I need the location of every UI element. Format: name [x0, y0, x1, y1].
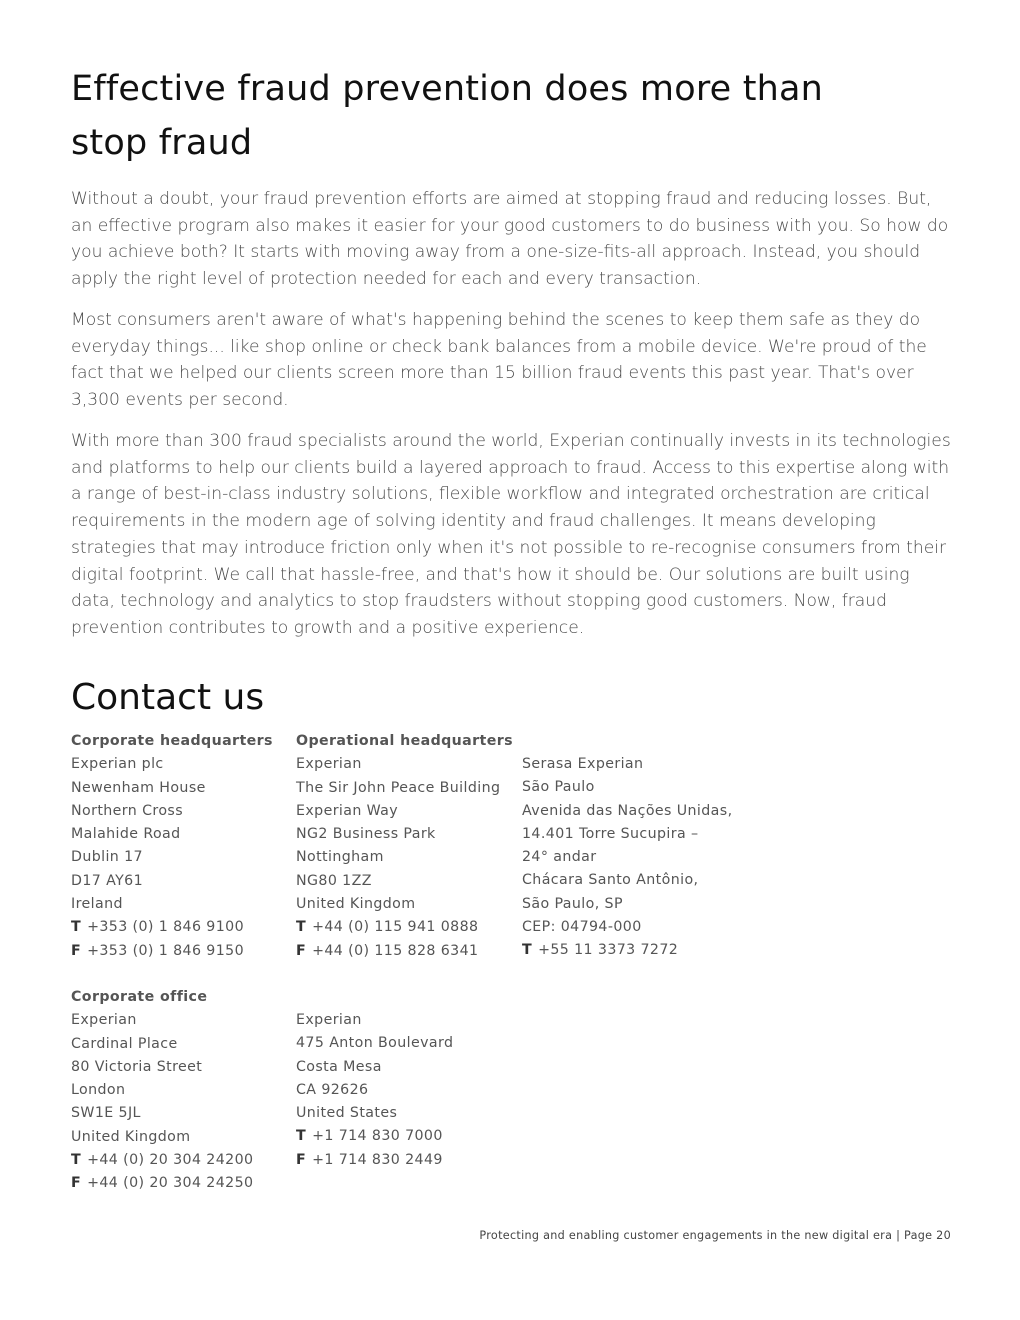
corporate-hq-heading: Corporate headquarters	[71, 733, 273, 749]
address-line: CA 92626	[296, 1081, 369, 1098]
address-line: London	[71, 1082, 126, 1099]
address-line: Cardinal Place	[71, 1035, 178, 1052]
address-line: Costa Mesa	[296, 1058, 382, 1075]
operational-hq-heading: Operational headquarters	[296, 733, 514, 749]
phone-number: +44 (0) 115 941 0888	[312, 919, 479, 936]
address-line: United Kingdom	[71, 1128, 191, 1145]
phone-label: T	[71, 919, 82, 936]
corporate-hq-address	[71, 730, 273, 963]
address-line: Avenida das Nações Unidas,	[522, 802, 733, 819]
address-line: Nottingham	[296, 849, 384, 866]
phone-line	[296, 1125, 453, 1148]
fax-number: +1 714 830 2449	[312, 1151, 443, 1168]
phone-line	[71, 1149, 253, 1172]
fax-label: F	[296, 942, 307, 959]
address-line: 475 Anton Boulevard	[296, 1035, 454, 1052]
address-line: Newenham House	[71, 779, 206, 796]
phone-line	[296, 916, 513, 939]
fax-line	[71, 940, 273, 963]
fax-line	[296, 1149, 453, 1172]
fax-number: +44 (0) 20 304 24250	[87, 1175, 254, 1192]
corporate-office-address	[71, 986, 253, 1196]
address-line: 14.401 Torre Sucupira –	[522, 825, 699, 842]
page-footer: Protecting and enabling customer engagements in the new digital era | Page 20	[479, 1229, 951, 1242]
intro-paragraph: Without a doubt, your fraud prevention efforts are aimed at stopping fraud and reducing losses. But, an effective program also makes it easier for your good customers to do business with you. So how do you achieve both? It starts with moving away from a one-size-fits-all approach. Instead, you should apply the right level of protection needed for each and every transaction.	[71, 189, 949, 290]
corporate-office-heading: Corporate office	[71, 989, 208, 1005]
address-line: CEP: 04794-000	[522, 919, 642, 936]
address-line: 80 Victoria Street	[71, 1058, 203, 1075]
address-line: Experian	[71, 1012, 137, 1029]
phone-line	[522, 939, 732, 962]
address-line: Northern Cross	[71, 802, 183, 819]
address-line: Experian plc	[71, 756, 164, 773]
phone-label: T	[296, 919, 307, 936]
page-title: Effective fraud prevention does more than stop fraud	[71, 69, 824, 163]
contact-title: Contact us	[71, 677, 265, 718]
fax-line	[296, 940, 513, 963]
phone-number: +353 (0) 1 846 9100	[87, 919, 244, 936]
address-line: São Paulo, SP	[522, 895, 623, 912]
address-line: SW1E 5JL	[71, 1105, 141, 1122]
fax-line	[71, 1172, 253, 1195]
operational-hq-address	[296, 730, 513, 963]
address-line: NG2 Business Park	[296, 826, 436, 843]
fax-label: F	[296, 1151, 307, 1168]
address-line: United Kingdom	[296, 896, 416, 913]
address-line: Serasa Experian	[522, 756, 644, 772]
address-line: Experian Way	[296, 802, 399, 819]
phone-label: T	[296, 1128, 307, 1145]
address-line: São Paulo	[522, 779, 595, 796]
phone-number: +55 11 3373 7272	[538, 942, 679, 959]
fax-number: +353 (0) 1 846 9150	[87, 942, 245, 959]
address-line: United States	[296, 1105, 398, 1122]
address-line: D17 AY61	[71, 872, 144, 889]
serasa-address	[522, 753, 732, 963]
fax-number: +44 (0) 115 828 6341	[312, 942, 479, 959]
address-line: Malahide Road	[71, 826, 181, 843]
address-line: The Sir John Peace Building	[296, 779, 501, 796]
us-office-address	[296, 1009, 453, 1172]
phone-number: +44 (0) 20 304 24200	[87, 1152, 254, 1169]
phone-line	[71, 916, 273, 939]
phone-label: T	[522, 942, 533, 959]
specialists-paragraph: With more than 300 fraud specialists around the world, Experian continually invests in its technologies and platforms to help our clients build a layered approach to fraud. Access to this expertise along with a range of best-in-class industry solutions, flexible workflow and integrated orchestration are critical requirements in the modern age of solving identity and fraud challenges. It means developing strategies that may introduce friction only when it's not possible to re-recognise consumers from their digital footprint. We call that hassle-free, and that's how it should be. Our solutions are built using data, technology and analytics to stop fraudsters without stopping good customers. Now, fraud prevention contributes to growth and a positive experience.	[71, 431, 951, 638]
address-line: Chácara Santo Antônio,	[522, 872, 699, 889]
fax-label: F	[71, 1175, 82, 1192]
address-line: Dublin 17	[71, 849, 143, 866]
address-line: Ireland	[71, 896, 123, 913]
phone-number: +1 714 830 7000	[312, 1128, 443, 1145]
address-line: 24° andar	[522, 849, 597, 866]
address-line: NG80 1ZZ	[296, 872, 372, 889]
address-line: Experian	[296, 756, 362, 773]
phone-label: T	[71, 1152, 82, 1169]
address-line: Experian	[296, 1012, 362, 1028]
consumer-paragraph: Most consumers aren't aware of what's happening behind the scenes to keep them safe as they do everyday things... like shop online or check bank balances from a mobile device. We're proud of the fact that we helped our clients screen more than 15 billion fraud events this past year. That's over 3,300 events per second.	[71, 310, 927, 411]
fax-label: F	[71, 942, 82, 959]
